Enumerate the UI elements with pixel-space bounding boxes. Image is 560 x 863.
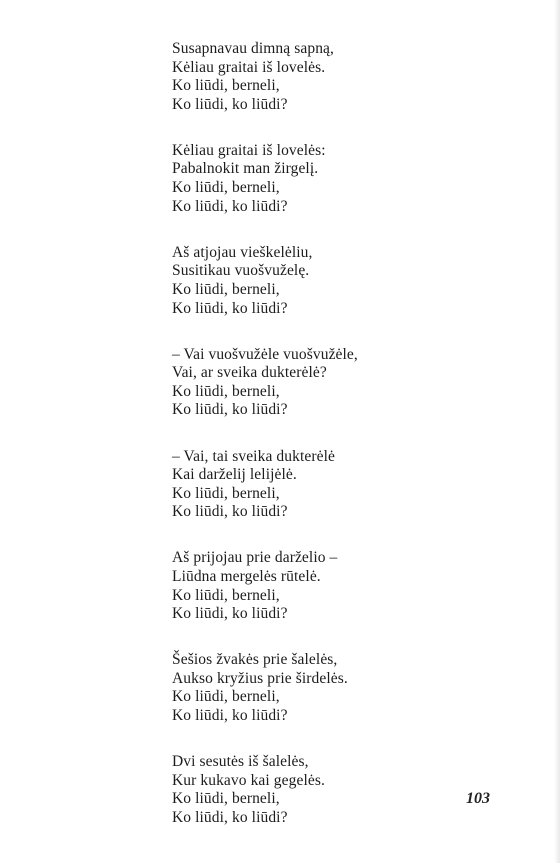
poem <box>172 40 412 855</box>
poem-line: Susitikau vuošvuželę. <box>172 262 310 280</box>
poem-line: Šešios žvakės prie šalelės, <box>172 651 338 669</box>
poem-line: Kėliau graitai iš lovelės: <box>172 141 326 159</box>
poem-line: Ko liūdi, berneli, <box>172 688 280 706</box>
poem-line: Ko liūdi, ko liūdi? <box>172 299 288 317</box>
poem-line: – Vai vuošvužėle vuošvužėle, <box>172 345 358 363</box>
stanza-6 <box>172 549 412 623</box>
stanza-2 <box>172 142 412 216</box>
stanza-8 <box>172 753 412 827</box>
stanza-1 <box>172 40 412 114</box>
poem-line: Ko liūdi, berneli, <box>172 586 280 604</box>
poem-line: Ko liūdi, ko liūdi? <box>172 503 288 521</box>
poem-line: Aš atjojau vieškelėliu, <box>172 243 313 261</box>
poem-line: Susapnavau dimną sapną, <box>172 40 334 57</box>
poem-line: Aš prijojau prie darželio – <box>172 549 338 567</box>
poem-line: Ko liūdi, ko liūdi? <box>172 401 288 419</box>
poem-line: Kur kukavo kai gegelės. <box>172 771 325 789</box>
poem-line: Vai, ar sveika dukterėlė? <box>172 364 327 382</box>
poem-line: Ko liūdi, berneli, <box>172 790 280 808</box>
poem-line: Pabalnokit man žirgelį. <box>172 160 319 178</box>
stanza-7 <box>172 651 412 725</box>
poem-line: Aukso kryžius prie širdelės. <box>172 669 348 687</box>
poem-line: Kėliau graitai iš lovelės. <box>172 58 326 76</box>
poem-line: Liūdna mergelės rūtelė. <box>172 567 321 585</box>
poem-line: Ko liūdi, berneli, <box>172 484 280 502</box>
page-number: 103 <box>466 790 490 807</box>
poem-line: Ko liūdi, berneli, <box>172 280 280 298</box>
poem-line: Ko liūdi, ko liūdi? <box>172 95 288 113</box>
poem-line: Ko liūdi, ko liūdi? <box>172 605 288 623</box>
poem-line: Ko liūdi, berneli, <box>172 77 280 95</box>
poem-line: Ko liūdi, berneli, <box>172 382 280 400</box>
poem-line: Ko liūdi, ko liūdi? <box>172 808 288 826</box>
poem-line: Ko liūdi, ko liūdi? <box>172 197 288 215</box>
stanza-5 <box>172 448 412 522</box>
stanza-4 <box>172 346 412 420</box>
poem-line: Ko liūdi, berneli, <box>172 179 280 197</box>
poem-line: – Vai, tai sveika dukterėlė <box>172 447 335 465</box>
poem-line: Dvi sesutės iš šalelės, <box>172 753 309 771</box>
poem-line: Ko liūdi, ko liūdi? <box>172 707 288 725</box>
page-edge <box>554 0 560 863</box>
stanza-3 <box>172 244 412 318</box>
poem-line: Kai darželij lelijėlė. <box>172 466 297 484</box>
